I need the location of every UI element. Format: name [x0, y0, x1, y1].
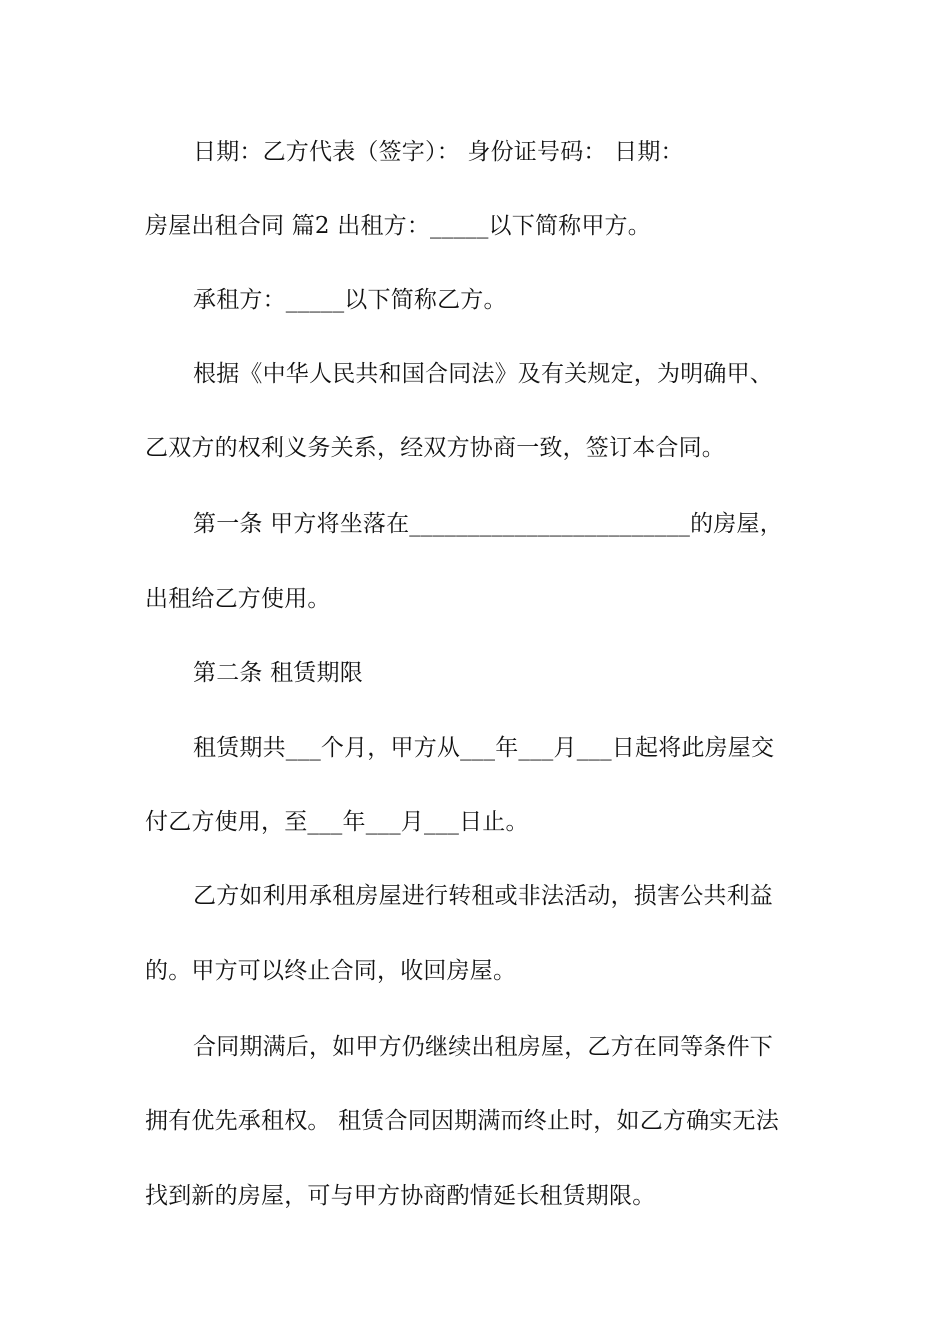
- article-1-line-2: 出租给乙方使用。: [145, 586, 331, 612]
- renewal-clause-line-1: 合同期满后，如甲方仍继续出租房屋，乙方在同等条件下: [193, 1034, 773, 1060]
- lease-term-line-1: 租赁期共___个月，甲方从___年___月___日起将此房屋交: [193, 735, 775, 761]
- lessee-line: 承租方：_____以下简称乙方。: [193, 287, 507, 313]
- article-2-heading: 第二条 租赁期限: [193, 660, 363, 686]
- sublease-clause-line-2: 的。甲方可以终止合同，收回房屋。: [145, 958, 517, 984]
- signature-date-line: 日期：乙方代表（签字）： 身份证号码： 日期：: [193, 139, 684, 165]
- article-1-line-1: 第一条 甲方将坐落在________________________的房屋，: [193, 511, 783, 537]
- sublease-clause-line-1: 乙方如利用承租房屋进行转租或非法活动，损害公共利益: [193, 883, 773, 909]
- lease-term-line-2: 付乙方使用，至___年___月___日止。: [145, 809, 529, 835]
- renewal-clause-line-2: 拥有优先承租权。 租赁合同因期满而终止时，如乙方确实无法: [145, 1108, 779, 1134]
- renewal-clause-line-3: 找到新的房屋，可与甲方协商酌情延长租赁期限。: [145, 1183, 656, 1209]
- contract-title-line: 房屋出租合同 篇2 出租方：_____以下简称甲方。: [145, 213, 651, 239]
- preamble-line-2: 乙双方的权利义务关系，经双方协商一致，签订本合同。: [145, 435, 725, 461]
- preamble-line-1: 根据《中华人民共和国合同法》及有关规定，为明确甲、: [193, 361, 773, 387]
